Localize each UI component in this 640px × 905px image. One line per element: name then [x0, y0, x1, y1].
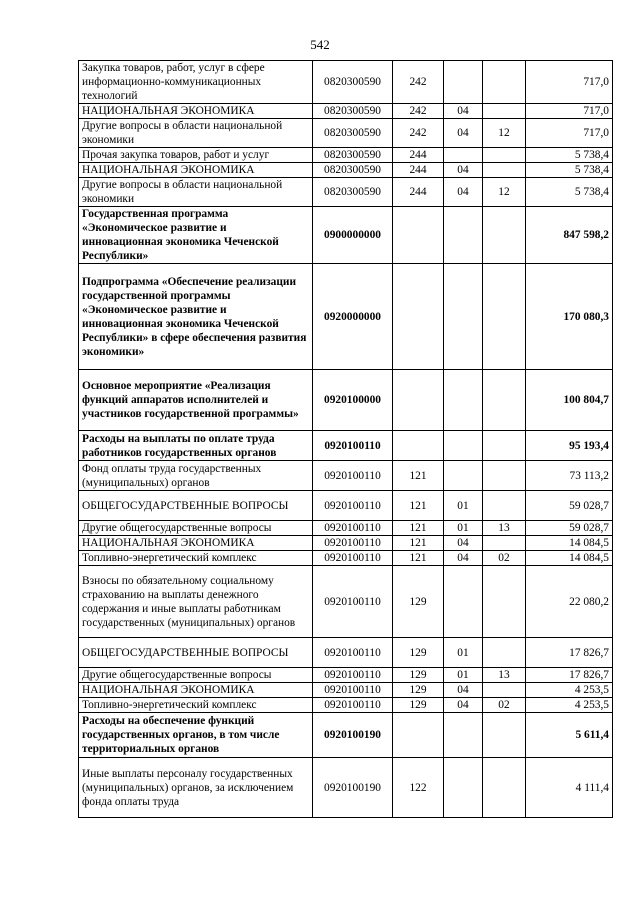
row-code: 0920100000 [313, 370, 393, 431]
row-section: 04 [444, 119, 483, 148]
row-subsection [483, 61, 526, 104]
row-expense-type: 122 [393, 758, 444, 818]
row-expense-type: 244 [393, 178, 444, 207]
row-expense-type: 242 [393, 104, 444, 119]
row-section: 04 [444, 698, 483, 713]
table-row [79, 370, 613, 431]
row-expense-type [393, 264, 444, 370]
row-expense-type [393, 370, 444, 431]
row-subsection [483, 104, 526, 119]
row-expense-type: 121 [393, 461, 444, 491]
row-amount: 170 080,3 [526, 264, 613, 370]
row-name: НАЦИОНАЛЬНАЯ ЭКОНОМИКА [79, 683, 313, 698]
row-section: 04 [444, 178, 483, 207]
row-expense-type: 129 [393, 566, 444, 638]
row-amount: 95 193,4 [526, 431, 613, 461]
row-amount: 100 804,7 [526, 370, 613, 431]
table-row [79, 698, 613, 713]
row-expense-type: 121 [393, 491, 444, 521]
row-code: 0920100110 [313, 698, 393, 713]
row-code: 0920100110 [313, 491, 393, 521]
row-subsection: 02 [483, 551, 526, 566]
table-row [79, 491, 613, 521]
row-name: Фонд оплаты труда государственных (муниципальных) органов [79, 461, 313, 491]
row-code: 0820300590 [313, 119, 393, 148]
row-section [444, 264, 483, 370]
row-section [444, 758, 483, 818]
row-code: 0920100190 [313, 758, 393, 818]
table-row [79, 668, 613, 683]
row-expense-type: 129 [393, 698, 444, 713]
table-row [79, 148, 613, 163]
row-amount: 5 738,4 [526, 148, 613, 163]
row-subsection [483, 713, 526, 758]
table-row [79, 178, 613, 207]
row-amount: 717,0 [526, 104, 613, 119]
table-row [79, 431, 613, 461]
row-name: ОБЩЕГОСУДАРСТВЕННЫЕ ВОПРОСЫ [79, 638, 313, 668]
row-section: 04 [444, 104, 483, 119]
table-row [79, 461, 613, 491]
row-amount: 22 080,2 [526, 566, 613, 638]
row-section [444, 713, 483, 758]
row-amount: 4 111,4 [526, 758, 613, 818]
row-expense-type: 242 [393, 61, 444, 104]
row-code: 0920100110 [313, 536, 393, 551]
row-section: 04 [444, 536, 483, 551]
row-subsection [483, 491, 526, 521]
row-code: 0900000000 [313, 207, 393, 264]
row-name: Другие вопросы в области национальной экономики [79, 119, 313, 148]
row-amount: 17 826,7 [526, 668, 613, 683]
row-code: 0920100110 [313, 668, 393, 683]
row-subsection: 13 [483, 668, 526, 683]
row-name: НАЦИОНАЛЬНАЯ ЭКОНОМИКА [79, 104, 313, 119]
table-row [79, 536, 613, 551]
row-section: 01 [444, 521, 483, 536]
row-subsection [483, 758, 526, 818]
row-name: Основное мероприятие «Реализация функций аппаратов исполнителей и участников государственной программы» [79, 370, 313, 431]
row-name: Взносы по обязательному социальному страхованию на выплаты денежного содержания и иные выплаты работникам государственных (муниципальных) органов [79, 566, 313, 638]
row-amount: 14 084,5 [526, 551, 613, 566]
row-name: Закупка товаров, работ, услуг в сфере информационно-коммуникационных технологий [79, 61, 313, 104]
table-row [79, 163, 613, 178]
row-code: 0820300590 [313, 178, 393, 207]
row-code: 0920100110 [313, 461, 393, 491]
row-name: Прочая закупка товаров, работ и услуг [79, 148, 313, 163]
row-expense-type: 129 [393, 683, 444, 698]
table-row [79, 638, 613, 668]
row-name: Расходы на обеспечение функций государственных органов, в том числе территориальных органов [79, 713, 313, 758]
row-name: Иные выплаты персоналу государственных (муниципальных) органов, за исключением фонда оплаты труда [79, 758, 313, 818]
row-subsection [483, 370, 526, 431]
row-code: 0920100190 [313, 713, 393, 758]
table-row [79, 713, 613, 758]
row-code: 0820300590 [313, 61, 393, 104]
row-amount: 14 084,5 [526, 536, 613, 551]
row-name: Государственная программа «Экономическое развитие и инновационная экономика Чеченской Республики» [79, 207, 313, 264]
row-section [444, 431, 483, 461]
row-amount: 73 113,2 [526, 461, 613, 491]
row-subsection [483, 638, 526, 668]
row-amount: 4 253,5 [526, 683, 613, 698]
row-section [444, 61, 483, 104]
row-section [444, 370, 483, 431]
row-subsection [483, 536, 526, 551]
row-subsection [483, 566, 526, 638]
budget-table [78, 60, 613, 818]
table-row [79, 521, 613, 536]
row-code: 0920100110 [313, 551, 393, 566]
table-row [79, 566, 613, 638]
row-section [444, 207, 483, 264]
table-row [79, 119, 613, 148]
row-section: 01 [444, 668, 483, 683]
row-code: 0920100110 [313, 638, 393, 668]
row-subsection [483, 683, 526, 698]
row-code: 0920100110 [313, 431, 393, 461]
table-row [79, 264, 613, 370]
row-expense-type [393, 207, 444, 264]
row-expense-type: 242 [393, 119, 444, 148]
row-code: 0820300590 [313, 104, 393, 119]
row-name: Подпрограмма «Обеспечение реализации государственной программы «Экономическое развитие и инновационная экономика Чеченской Республики» в сфере обеспечения развития экономики» [79, 264, 313, 370]
row-subsection: 13 [483, 521, 526, 536]
row-name: Топливно-энергетический комплекс [79, 551, 313, 566]
row-subsection [483, 148, 526, 163]
row-expense-type: 244 [393, 163, 444, 178]
row-section: 01 [444, 491, 483, 521]
row-amount: 4 253,5 [526, 698, 613, 713]
table-row [79, 61, 613, 104]
row-name: Другие вопросы в области национальной экономики [79, 178, 313, 207]
budget-table-body [79, 61, 613, 818]
page-number: 542 [310, 37, 330, 52]
table-row [79, 104, 613, 119]
row-code: 0920100110 [313, 521, 393, 536]
row-code: 0920100110 [313, 683, 393, 698]
row-section: 04 [444, 163, 483, 178]
row-amount: 717,0 [526, 119, 613, 148]
table-row [79, 207, 613, 264]
row-subsection [483, 207, 526, 264]
row-subsection: 02 [483, 698, 526, 713]
row-amount: 5 611,4 [526, 713, 613, 758]
row-expense-type: 121 [393, 551, 444, 566]
row-name: Топливно-энергетический комплекс [79, 698, 313, 713]
row-section: 04 [444, 683, 483, 698]
table-row [79, 758, 613, 818]
table-row [79, 683, 613, 698]
row-name: НАЦИОНАЛЬНАЯ ЭКОНОМИКА [79, 163, 313, 178]
row-code: 0920100110 [313, 566, 393, 638]
row-section [444, 566, 483, 638]
row-expense-type [393, 713, 444, 758]
row-name: Расходы на выплаты по оплате труда работников государственных органов [79, 431, 313, 461]
row-name: Другие общегосударственные вопросы [79, 668, 313, 683]
row-name: ОБЩЕГОСУДАРСТВЕННЫЕ ВОПРОСЫ [79, 491, 313, 521]
row-subsection [483, 431, 526, 461]
row-section [444, 461, 483, 491]
row-amount: 717,0 [526, 61, 613, 104]
table-row [79, 551, 613, 566]
row-amount: 5 738,4 [526, 163, 613, 178]
row-amount: 5 738,4 [526, 178, 613, 207]
row-code: 0820300590 [313, 163, 393, 178]
row-expense-type [393, 431, 444, 461]
row-amount: 847 598,2 [526, 207, 613, 264]
row-subsection [483, 264, 526, 370]
row-subsection: 12 [483, 178, 526, 207]
row-name: НАЦИОНАЛЬНАЯ ЭКОНОМИКА [79, 536, 313, 551]
row-subsection: 12 [483, 119, 526, 148]
row-expense-type: 129 [393, 638, 444, 668]
row-section: 04 [444, 551, 483, 566]
row-expense-type: 129 [393, 668, 444, 683]
row-subsection [483, 461, 526, 491]
row-code: 0920000000 [313, 264, 393, 370]
row-expense-type: 121 [393, 536, 444, 551]
row-code: 0820300590 [313, 148, 393, 163]
row-section: 01 [444, 638, 483, 668]
row-expense-type: 244 [393, 148, 444, 163]
row-amount: 17 826,7 [526, 638, 613, 668]
row-amount: 59 028,7 [526, 521, 613, 536]
row-subsection [483, 163, 526, 178]
row-amount: 59 028,7 [526, 491, 613, 521]
row-name: Другие общегосударственные вопросы [79, 521, 313, 536]
row-section [444, 148, 483, 163]
row-expense-type: 121 [393, 521, 444, 536]
